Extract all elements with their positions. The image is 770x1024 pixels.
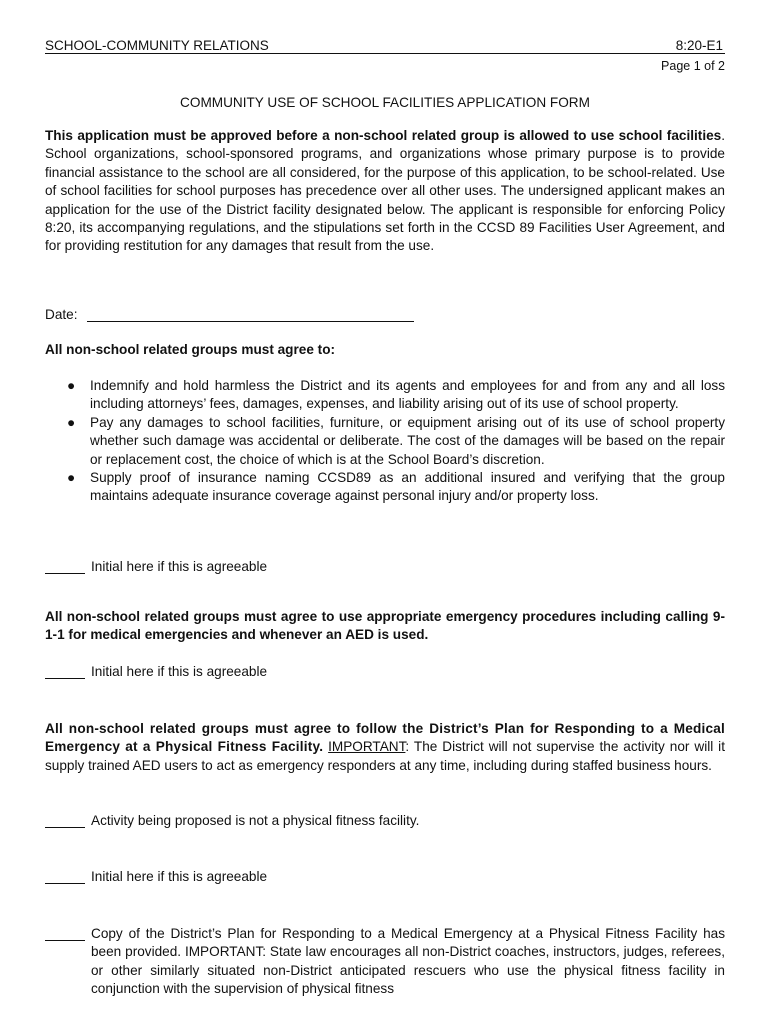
- intro-rest: . School organizations, school-sponsored programs, and organizations whose primary purpose is to provide financial assistance to the school are all considered, for the purpose of this application, to be school-related. Use of school facilities for school purposes has precedence over all other uses. The undersigned applicant makes an application for the use of the District facility designated below. The applicant is responsible for enforcing Policy 8:20, its accompanying regulations, and the stipulations set forth in the CCSD 89 Facilities User Agreement, and for providing restitution for any damages that result from the use.: [45, 128, 725, 254]
- initial-label: Initial here if this is agreeable: [91, 664, 268, 679]
- initial-blank-2[interactable]: [45, 665, 85, 679]
- intro-bold: This application must be approved before a non-school related group is allowed to use school facilities: [45, 128, 722, 143]
- date-label: Date:: [45, 307, 78, 322]
- initial-label: Initial here if this is agreeable: [91, 869, 268, 884]
- initial-blank-1[interactable]: [45, 560, 85, 574]
- list-item: [45, 377, 725, 414]
- not-fitness-blank[interactable]: [45, 814, 85, 828]
- bullet-icon: ●: [67, 378, 76, 393]
- initial-blank-3[interactable]: [45, 870, 85, 884]
- fitness-bold: All non-school related groups must agree to follow the District’s Plan for Responding to a Medical Emergency at a Physical Fitness Facility.: [45, 721, 725, 755]
- copy-plan-row: [45, 925, 725, 999]
- initial-label: Initial here if this is agreeable: [91, 559, 268, 574]
- list-item-text: Indemnify and hold harmless the District and its agents and employees for and from any and all loss including attorneys’ fees, damages, expenses, and liability arising out of its use of school property.: [90, 378, 725, 412]
- list-item: [45, 469, 725, 506]
- not-fitness-label: Activity being proposed is not a physical fitness facility.: [91, 813, 420, 828]
- emergency-heading: All non-school related groups must agree to use appropriate emergency procedures including calling 9-1-1 for medical emergencies and whenever an AED is used.: [45, 609, 725, 643]
- copy-plan-blank[interactable]: [45, 927, 85, 941]
- agree-heading: All non-school related groups must agree to:: [45, 342, 336, 357]
- fitness-rest: : The District will not supervise the activity nor will it supply trained AED users to act as emergency responders at any time, including during staffed business hours.: [45, 739, 725, 773]
- agreement-list: [45, 377, 725, 506]
- not-fitness-row: [45, 813, 419, 828]
- date-field: [45, 307, 414, 322]
- section-title: SCHOOL-COMMUNITY RELATIONS: [45, 38, 269, 53]
- copy-plan-text: Copy of the District’s Plan for Responding to a Medical Emergency at a Physical Fitness Facility has been provided. IMPORTANT: State law encourages all non-District coaches, instructors, judges, referees, or other similarly situated non-District anticipated rescuers who use the physical fitness facility in conjunction with the supervision of physical fitness: [91, 926, 725, 997]
- list-item-text: Pay any damages to school facilities, furniture, or equipment arising out of its use of school property whether such damage was accidental or deliberate. The cost of the damages will be based on the repair or replacement cost, the choice of which is at the School Board’s discretion.: [90, 414, 725, 467]
- initial-row-3: [45, 869, 267, 884]
- bullet-icon: ●: [67, 414, 76, 430]
- form-title: COMMUNITY USE OF SCHOOL FACILITIES APPLICATION FORM: [180, 95, 590, 110]
- initial-row-1: [45, 559, 267, 574]
- bullet-icon: ●: [67, 470, 76, 486]
- intro-paragraph: [45, 127, 725, 256]
- page-header: [45, 38, 725, 54]
- page-number: Page 1 of 2: [661, 59, 725, 73]
- date-input-line[interactable]: [87, 307, 414, 322]
- list-item: [45, 414, 725, 469]
- policy-code: 8:20-E1: [675, 38, 723, 53]
- initial-row-2: [45, 664, 267, 679]
- list-item-text: Supply proof of insurance naming CCSD89 as an additional insured and verifying that the group maintains adequate insurance coverage against personal injury and/or property loss.: [90, 470, 725, 504]
- important-label: IMPORTANT: [328, 739, 406, 755]
- fitness-paragraph: [45, 720, 725, 775]
